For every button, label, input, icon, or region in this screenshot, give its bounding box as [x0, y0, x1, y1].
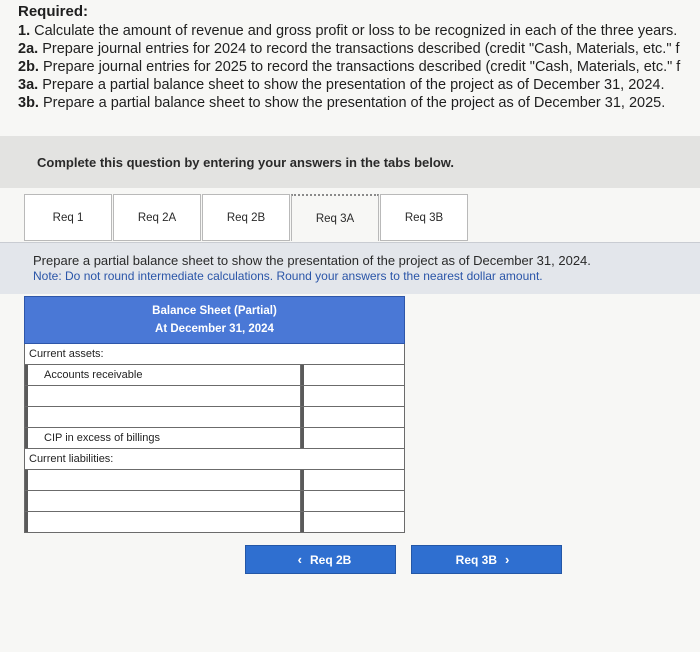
table-row — [24, 365, 405, 386]
table-row — [24, 344, 405, 365]
table-row — [24, 386, 405, 407]
tab-req-2a[interactable]: Req 2A — [113, 194, 201, 241]
instruction-text: Prepare a partial balance sheet to show the presentation of the project as of December 31, 2024. — [33, 253, 591, 268]
instruction-note: Note: Do not round intermediate calculations. Round your answers to the nearest dollar amount. — [33, 269, 543, 283]
table-row — [24, 428, 405, 449]
required-item-2a — [18, 40, 700, 58]
required-item-text: Prepare journal entries for 2024 to record the transactions described (credit "Cash, Materials, etc." f — [42, 41, 680, 57]
required-title: Required: — [18, 3, 89, 20]
required-item-number: 2b. — [18, 59, 39, 75]
liability-account-input-2[interactable] — [25, 491, 301, 511]
required-section — [18, 2, 700, 112]
chevron-left-icon: ‹ — [297, 552, 302, 567]
asset-account-input-1[interactable] — [25, 386, 301, 406]
current-liabilities-label: Current liabilities: — [29, 453, 114, 465]
complete-instruction: Complete this question by entering your answers in the tabs below. — [37, 154, 455, 170]
table-row — [24, 407, 405, 428]
required-item-text: Calculate the amount of revenue and gross profit or loss to be recognized in each of the three years. — [34, 23, 678, 39]
required-item-text: Prepare a partial balance sheet to show the presentation of the project as of December 31, 2024. — [42, 77, 665, 93]
required-item-number: 3b. — [18, 95, 39, 111]
required-item-number: 3a. — [18, 77, 39, 93]
balance-sheet-title: Balance Sheet (Partial) — [152, 305, 277, 317]
required-item-number: 2a. — [18, 41, 39, 57]
accounts-receivable-amount-input[interactable] — [301, 365, 404, 385]
required-item-1 — [18, 22, 700, 40]
tab-req-3a[interactable]: Req 3A — [291, 194, 379, 241]
balance-sheet-header — [24, 296, 405, 344]
cip-excess-label[interactable]: CIP in excess of billings — [25, 428, 301, 448]
required-item-text: Prepare journal entries for 2025 to record the transactions described (credit "Cash, Materials, etc." f — [42, 59, 681, 75]
asset-account-input-2[interactable] — [25, 407, 301, 427]
cip-excess-amount-input[interactable] — [301, 428, 404, 448]
liability-account-input-3[interactable] — [25, 512, 301, 532]
tab-req-2b[interactable]: Req 2B — [202, 194, 290, 241]
table-row — [24, 470, 405, 491]
current-assets-label: Current assets: — [29, 348, 104, 360]
table-row — [24, 512, 405, 533]
tab-req-1[interactable]: Req 1 — [24, 194, 112, 241]
liability-amount-input-1[interactable] — [301, 470, 404, 490]
required-item-text: Prepare a partial balance sheet to show the presentation of the project as of December 31, 2025. — [42, 95, 666, 111]
liability-amount-input-3[interactable] — [301, 512, 404, 532]
complete-banner — [0, 136, 700, 188]
tab-req-3b[interactable]: Req 3B — [380, 194, 468, 241]
required-item-3b — [18, 94, 700, 112]
table-row — [24, 491, 405, 512]
chevron-right-icon: › — [505, 552, 510, 567]
required-item-number: 1. — [18, 23, 31, 39]
instruction-panel — [0, 242, 700, 294]
asset-amount-input-1[interactable] — [301, 386, 404, 406]
next-button-label: Req 3B — [455, 552, 497, 567]
balance-sheet-date: At December 31, 2024 — [155, 323, 274, 335]
liability-account-input-1[interactable] — [25, 470, 301, 490]
liability-amount-input-2[interactable] — [301, 491, 404, 511]
next-req-3b-button[interactable] — [411, 545, 562, 574]
tab-bar — [24, 194, 469, 242]
accounts-receivable-label[interactable]: Accounts receivable — [25, 365, 301, 385]
required-item-3a — [18, 76, 700, 94]
asset-amount-input-2[interactable] — [301, 407, 404, 427]
balance-sheet-table — [24, 296, 405, 533]
table-row — [24, 449, 405, 470]
prev-button-label: Req 2B — [310, 552, 352, 567]
required-item-2b — [18, 58, 700, 76]
prev-req-2b-button[interactable] — [245, 545, 396, 574]
